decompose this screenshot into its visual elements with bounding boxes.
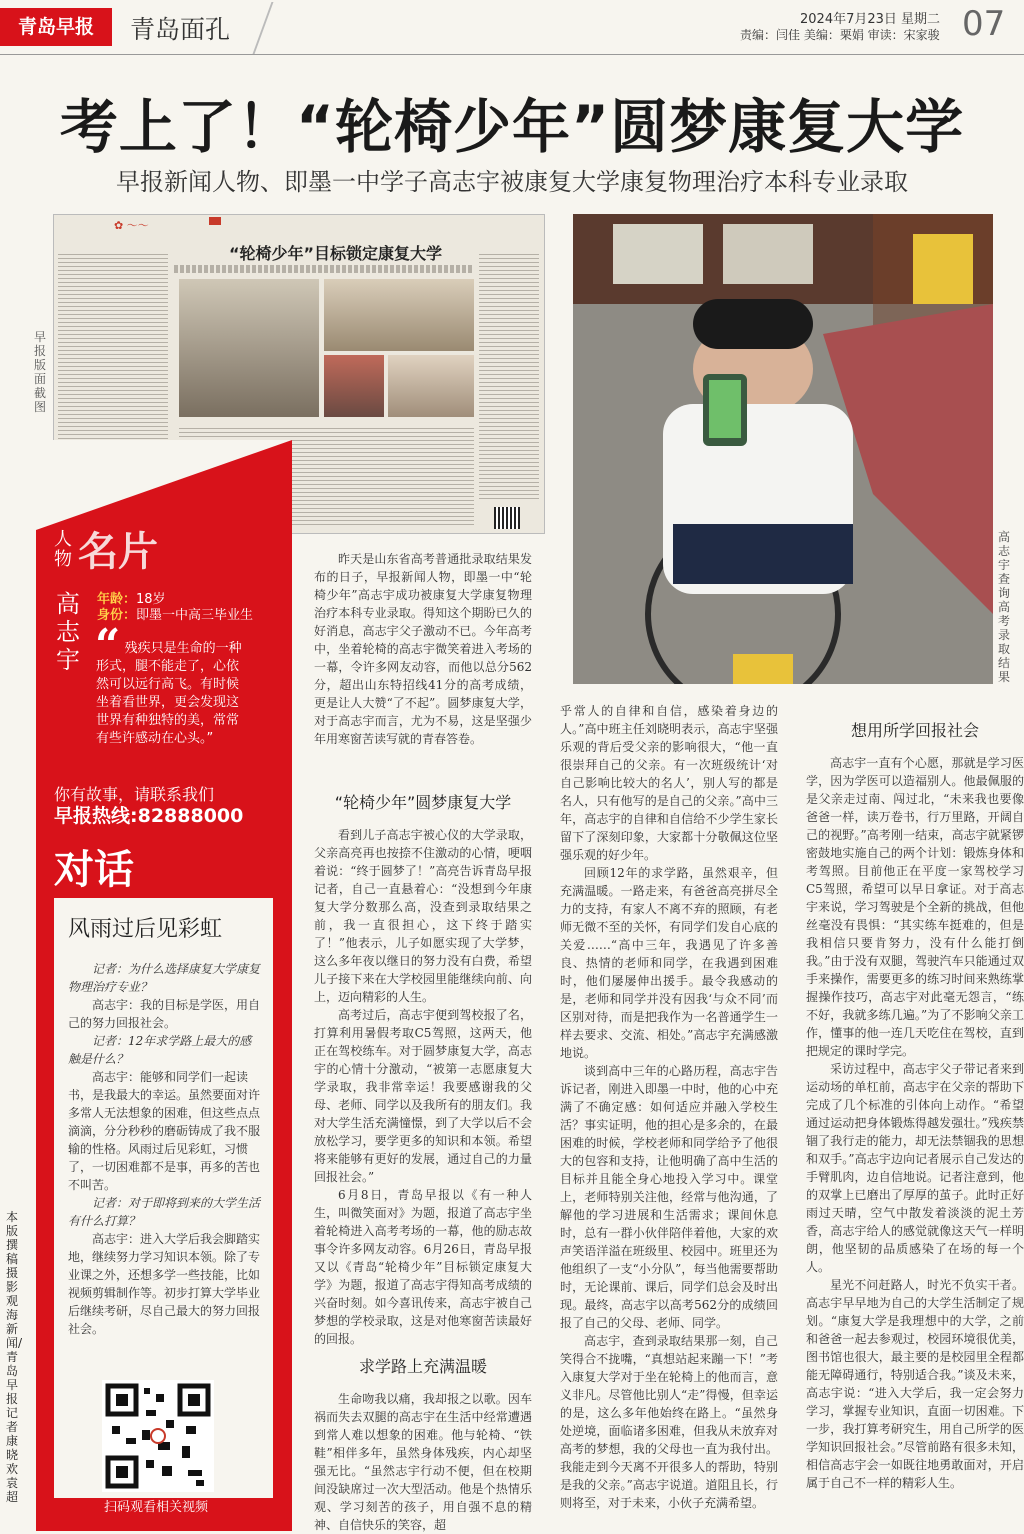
dialogue-text: [68, 960, 260, 1338]
clipping-caption: 早报版面截图: [34, 330, 47, 414]
article-column-1: 看到儿子高志宇被心仪的大学录取，父亲高亮再也按捺不住激动的心情，哽咽着说：“终于圆梦了！”高亮告诉青岛早报记者，自己一直悬着心：“没想到今年康复大学分数那么高，没查到录取结果之前，我一直很担心，这下终于踏实了！”他表示，儿子如愿实现了大学梦，这么多年夜以继日的努力没有白费，希望儿子接下来在大学校园里能继续向前、向上，迈向精彩的人生。 高考过后，高志宇便到驾校报了名，打算利用暑假考取C5驾照，这两天，他正在驾校练车。对于圆梦康复大学，高志宇的心情十分激动，“被第一志愿康复大学录取，我非常幸运！我要感谢我的父母、老师、同学以及我所有的朋友们。我对大学生活充满憧憬，到了大学以后不会放松学习，要学更多的知识和本领。希望将来能够有更好的发展，通过自己的力量回报社会。” 6月8日，青岛早报以《有一种人生，叫微笑面对》为题，报道了高志宇坐着轮椅进入高考考场的一幕，他的励志故事令许多网友动容。6月26日，青岛早报又以《青岛“轮椅少年”目标锁定康复大学》为题，报道了高志宇得知高考成绩的兴奋时刻。如今喜讯传来，高志宇被自己梦想的学校录取，这是对他寒窗苦读最好的回报。: [314, 828, 532, 1346]
clipping-banner-decor: ✿ ～～: [114, 219, 149, 232]
article-column-2: 乎常人的自律和自信，感染着身边的人。”高中班主任刘晓明表示，高志宇坚强乐观的背后受父亲的影响很大，“他一直很崇拜自己的父亲。有一次班级统计‘对自己影响比较大的名人’，别人写的都是名人，只有他写的是自己的父亲。”高中三年，高志宇的自律和自信给不少学生家长留下了深刻印象，大家都十分敬佩这位坚强乐观的好少年。 回顾12年的求学路，虽然艰辛，但充满温暖。一路走来，有爸爸高亮拼尽全力的支持，有家人不离不弃的照顾，有老师无微不至的关怀，有同学们发自心底的关爱……“高中三年，我遇见了许多善良、热情的老师和同学，在我遇到困难时，他们屡屡伸出援手。最令我感动的是，老师和同学并没有因我‘与众不同’而区别对待，而是把我作为一名普通学生一样去要求、交流、相处。”高志宇充满感激地说。 谈到高中三年的心路历程，高志宇告诉记者，刚进入即墨一中时，他的心中充满了不确定感：如何适应并融入学校生活？事实证明，他的担心是多余的，在最困难的时候，学校老师和同学给予了他很大的包容和支持，让他明确了高中生活的目标并且能全身心地投入学习中。课堂上，老师特别关注他，经常与他沟通，了解他的学习进展和生活需求；课间休息时，总有一群小伙伴陪伴着他，大家的欢声笑语洋溢在班级里、校园中。班里还为他组织了一支“小分队”，每当他需要帮助时，无论课前、课后，同学们总会及时出现。最终，高志宇以高考562分的成绩回报了自己的父母、老师、同学。 高志宇，查到录取结果那一刻，自己笑得合不拢嘴，“真想站起来蹦一下！”考入康复大学对于坐在轮椅上的他而言，意义非凡。尽管他比别人“走”得慢，但幸运的是，这么多年他始终在路上。“虽然身处逆境，面临诸多困难，但我从未放弃对高考的梦想，我的父母也一直为我付出。我能走到今天离不开很多人的帮助，特别是我的父亲。”高志宇说道。道阻且长，行则将至，对于未来，小伙子充满希望。: [560, 704, 778, 1510]
dialogue-answer: 高志宇：能够和同学们一起读书，是我最大的幸运。虽然要面对许多常人无法想象的困难，但这些点点滴滴，分分秒秒的磨砺铸成了我不服输的性格。风雨过后见彩虹，习惯了，一切困难都不是事，再多的苦也不叫苦。: [68, 1070, 261, 1192]
clipping-photo-study: [388, 355, 474, 417]
section-title: 青岛面孔: [130, 15, 231, 44]
dialogue-title: 对话: [54, 847, 134, 893]
byline: 本版撰稿摄影 观海新闻/青岛早报记者 康晓欢 袁超: [6, 1210, 23, 1504]
dialogue-heading: 风雨过后见彩虹: [68, 917, 223, 942]
hotline: 早报热线:82888000: [54, 805, 244, 827]
profile-name: 高志宇: [56, 590, 80, 674]
photo-caption: 高志宇查询高考录取结果: [998, 530, 1011, 684]
profile-quote: 残疾只是生命的一种形式，腿不能走了，心依然可以远行高飞。有时候坐着看世界，更会发现这世界有种独特的美，常常有些许感动在心头。”: [96, 641, 242, 746]
dialogue-question: 记者：为什么选择康复大学康复物理治疗专业？: [68, 962, 261, 994]
issue-date: 2024年7月23日 星期二: [800, 12, 941, 27]
qr-code-icon[interactable]: [102, 1380, 214, 1492]
page-number: 07: [962, 4, 1006, 44]
card-title: 名片: [78, 529, 158, 575]
dialogue-answer: 高志宇：进入大学后我会脚踏实地，继续努力学习知识本领。除了专业课之外，还想多学一些技能，比如视频剪辑制作等。初步打算大学毕业后继续考研，尽自己最大的努力回报社会。: [68, 1232, 261, 1336]
clipping-qr-icon: [494, 507, 520, 529]
card-label-small: 人物: [54, 529, 72, 570]
dialogue-question: 记者：12年求学路上最大的感触是什么？: [68, 1034, 252, 1066]
clipping-photo-graduation: [324, 355, 384, 417]
article-column-1-tail: 生命吻我以痛，我却报之以歌。因车祸而失去双腿的高志宇在生活中经常遭遇到常人难以想象的困难。他与轮椅、“铁鞋”相伴多年，虽然身体残疾，内心却坚强无比。“虽然志宇行动不便，但在校期间没缺席过一次大型活动。他是个热情乐观、学习刻苦的孩子，用自强不息的精神、自信快乐的笑容，超: [314, 1392, 532, 1532]
clipping-photo-classroom: [324, 279, 474, 351]
quote-mark-icon: “: [95, 620, 121, 671]
subheading-3: 想用所学回报社会: [850, 721, 979, 740]
editor-credits: 责编：闫佳 美编：栗娟 审读：宋家骏: [740, 28, 940, 42]
article-intro: 昨天是山东省高考普通批录取结果发布的日子，早报新闻人物，即墨一中“轮椅少年”高志宇成功被康复大学康复物理治疗本科专业录取。得知这个期盼已久的好消息，高志宇父子激动不已。今年高考中，坐着轮椅的高志宇微笑着进入考场的一幕，令许多网友动容，而他以总分562分，超出山东特招线41分的高考成绩，更是让人大赞“了不起”。圆梦康复大学，对于高志宇而言，尤为不易，这是坚强少年用寒窗苦读写就的青春答卷。: [314, 552, 532, 746]
dialogue-question: 记者：对于即将到来的大学生活有什么打算？: [68, 1196, 261, 1228]
header-rule: [0, 54, 1024, 55]
clipping-red-mark: [209, 217, 221, 225]
header-divider: [253, 2, 274, 54]
headline: 考上了！“轮椅少年”圆梦康复大学: [59, 93, 965, 161]
newspaper-logo: 青岛早报: [0, 8, 112, 46]
profile-identity: 身份：即墨一中高三毕业生: [97, 608, 254, 623]
sidebar-diagonal: [36, 440, 292, 530]
clipping-photo-main: [179, 279, 319, 417]
subheading-1: “轮椅少年”圆梦康复大学: [334, 793, 512, 812]
contact-prompt: 你有故事，请联系我们: [54, 785, 215, 804]
qr-caption: 扫码观看相关视频: [103, 1500, 208, 1515]
main-photo: [573, 214, 993, 684]
clipping-side-text: [479, 251, 539, 501]
clipping-subtitle-lines: [174, 265, 474, 273]
profile-age: 年龄：18岁: [97, 592, 166, 607]
clipping-title: “轮椅少年”目标锁定康复大学: [229, 244, 443, 263]
article-column-3: 高志宇一直有个心愿，那就是学习医学，因为学医可以造福别人。他最佩服的是父亲走过南、闯过北，“未来我也要像爸爸一样，读万卷书，行万里路，开阔自己的视野。”高考刚一结束，高志宇就紧锣密鼓地实施自己的两个计划：锻炼身体和考驾照。目前他正在平度一家驾校学习C5驾照，希望可以早日拿证。对于高志宇来说，学习驾驶是个全新的挑战，但他丝毫没有畏惧：“其实练车挺难的，但是我相信只要肯努力，没有什么能打倒我。”由于没有双腿，驾驶汽车只能通过双手来操作，需要更多的练习时间来熟练掌握操作技巧，高志宇对此毫无怨言，“练不好，我就多练几遍。”为了不影响父亲工作，懂事的他一连几天吃住在驾校，直到把规定的课时学完。 采访过程中，高志宇父子带记者来到运动场的单杠前，高志宇在父亲的帮助下完成了几个标准的引体向上动作。“希望通过运动把身体锻炼得越发强壮。”残疾禁锢了我行走的能力，却无法禁锢我的思想和双手。”高志宇边向记者展示自己发达的手臂肌肉，边自信地说。记者注意到，他的双掌上已磨出了厚厚的茧子。此时正好雨过天晴，空气中散发着淡淡的泥土芳香，高志宇给人的感觉就像这天气一样明朗，他坚韧的品质感染了在场的每一个人。 星光不问赶路人，时光不负实干者。高志宇早早地为自己的大学生活制定了规划。“康复大学是我理想中的大学，之前和爸爸一起去参观过，校园环境很优美，图书馆也很大，最主要的是校园里全程都能无障碍通行，特别适合我。”谈及未来，高志宇说：“进入大学后，我一定会努力学习，掌握专业知识，直面一切困难。下一步，我打算考研究生，用自己所学的医学知识回报社会。”尽管前路有很多未知，相信高志宇会一如既往地勇敢面对，开启属于自己不一样的精彩人生。: [806, 756, 1024, 1490]
subheading-2: 求学路上充满温暖: [358, 1357, 487, 1376]
subheadline: 早报新闻人物、即墨一中学子高志宇被康复大学康复物理治疗本科专业录取: [116, 168, 908, 196]
dialogue-answer: 高志宇：我的目标是学医，用自己的努力回报社会。: [68, 998, 261, 1030]
main-photo-illustration: [573, 214, 993, 684]
